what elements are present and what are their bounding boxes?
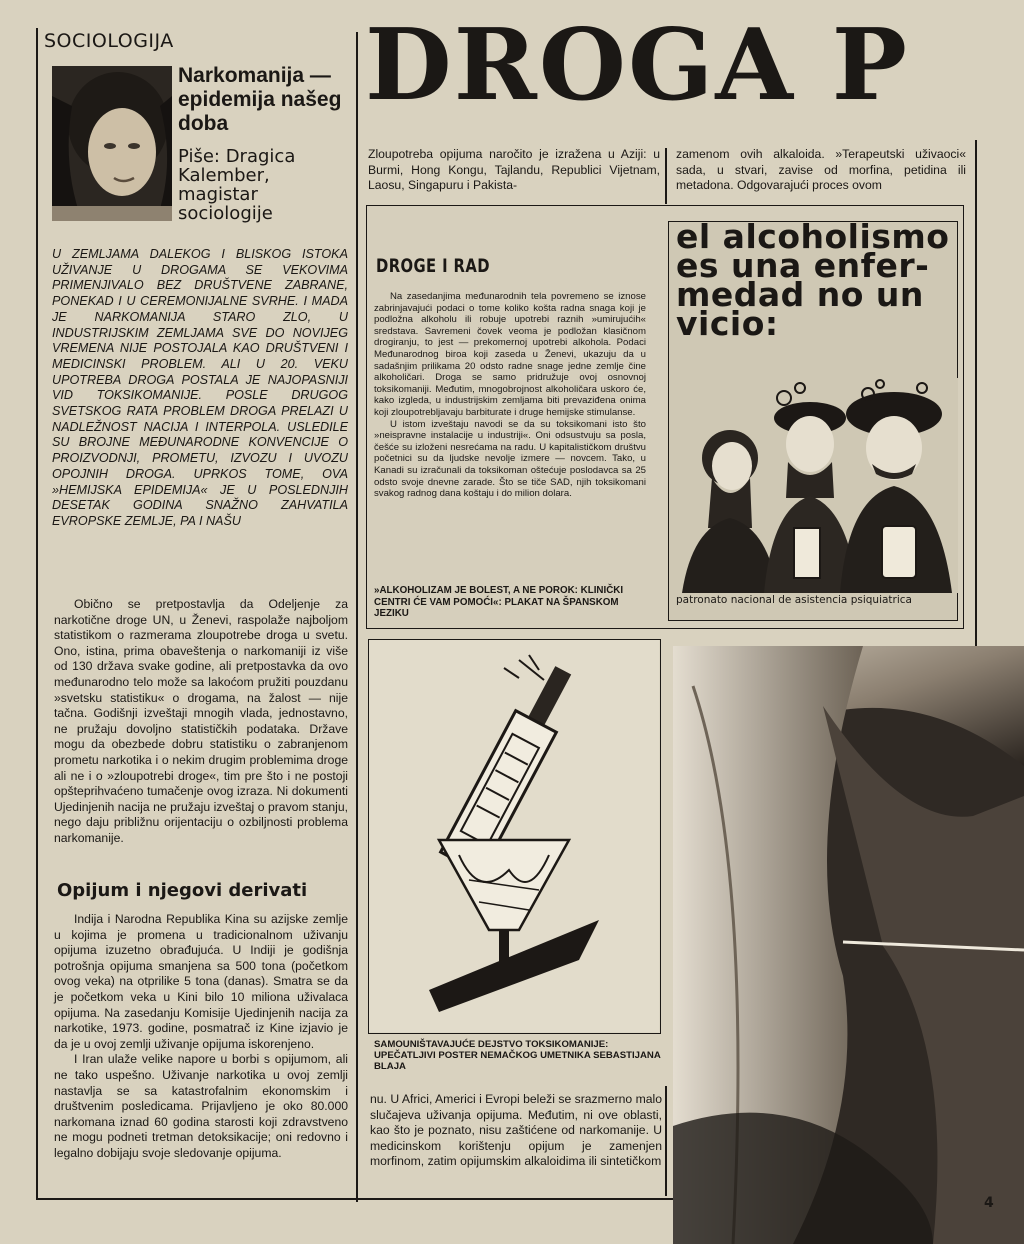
byline-author: Piše: Dragica Kalember, magistar sociologije bbox=[178, 146, 296, 224]
body-paragraph: nu. U Africi, Americi i Evropi beleži se srazmerno malo slučajeva uživanja opijuma. Međutim, ni ove oblasti, kao što je poznato, nisu zaštićene od narkomanije. U medicinskom korištenju opijum je zamenjen morfinom, zatim opijumskim alkaloidima ili sintetičkom bbox=[370, 1092, 662, 1169]
body-paragraph: zamenom ovih alkaloida. »Terapeutski uživaoci« sada, u stvari, zavise od morfina, petidina ili metadona. Odgovarajući proces ovom bbox=[676, 147, 966, 193]
section-rule-left bbox=[36, 28, 38, 1198]
drinkers-illustration-icon bbox=[672, 378, 958, 593]
portrait-photo-icon bbox=[52, 66, 172, 221]
poster-title: el alcoholismo es una enfer- medad no un vicio: bbox=[676, 217, 950, 343]
byline-title: Narkomanija — epidemija našeg doba bbox=[178, 64, 342, 135]
syringe-bottle-artwork-icon bbox=[369, 640, 659, 1032]
lead-paragraph: U ZEMLJAMA DALEKOG I BLISKOG ISTOKA UŽIVANJE U DROGAMA SE VEKOVIMA PRIMENJIVALO BEZ DRUŠTVENE ZABRANE, PONEKAD I U CEREMONIJALNE SVRHE. I MADA JE NARKOMANIJA STARO ZLO, U INDUSTRIJSKIM ZEMLJAMA SVE DO NOVIJEG VREMENA NIJE POSTOJALA KAO DRUŠTVENI I MEDICINSKI PROBLEM. ALI U 20. VEKU UPOTREBA DROGA POSTALA JE NAJOPASNIJI VID TOKSIKOMANIJE. POSLE DRUGOG SVETSKOG RATA PROBLEM DROGA PRELAZI U NADLEŽNOST NACIJA I INTERPOLA. USLEDILE SU BROJNE MEĐUNARODNE KONVENCIJE O PROIZVODNJI, PROMETU, IZVOZU I UVOZU OPOJNIH DROGA. UPRKOS TOME, OVA »HEMIJSKA EPIDEMIJA« JE U POSLEDNJIH DESETAK GODINA SNAŽNO ZAHVATILA EVROPSKE ZEMLJE, PA I NAŠU bbox=[52, 247, 348, 528]
body-paragraph: Indija i Narodna Republika Kina su azijske zemlje u kojima je promena u tradicionalnom uživanju opijuma izuzetno obrađujuća. U Indiji je godišnja potrošnja opijuma smanjena sa 500 tona (početkom ovog veka) na otprilike 5 tona (danas). Smatra se da je početkom veka u Kini bilo 10 miliona uživalaca opijuma. Na zasedanju Komisije Ujedinjenih nacija za narkotike, 1973. godine, posmatrač iz Kine izjavio je da je u ovoj zemlji uživanje opijuma iskorenjeno. bbox=[54, 912, 348, 1051]
hand-injection-photo bbox=[673, 646, 1024, 1244]
art-caption: SAMOUNIŠTAVAJUĆE DEJSTVO TOKSIKOMANIJE: UPEČATLJIVI POSTER NEMAČKOG UMETNIKA SEBASTIJANA BLAJA bbox=[374, 1039, 661, 1072]
poster-caption: »ALKOHOLIZAM JE BOLEST, A NE POROK: KLINIČKI CENTRI ĆE VAM POMOĆI«: PLAKAT NA ŠPANSKOM JEZIKU bbox=[374, 585, 624, 619]
sidebar-paragraph: U istom izveštaju navodi se da su toksikomani isto što »neispravne instalacije u industriji«. Oni odsustvuju sa posla, češće su izloženi nesrećama na radu. U kapitalističkom društvu početnici su da ljudske nevolje izmere — novcem. Tako, u Kanadi su izračunali da toksikoman oštećuje poslodavca sa 25 odsto svoje dnevne zarade. Što se tiče SAD, njih toksikomani svakog radnog dana koštaju i do milion dolara. bbox=[374, 418, 646, 500]
subheading: Opijum i njegovi derivati bbox=[57, 880, 308, 901]
poster-footer: patronato nacional de asistencia psiquiatrica bbox=[676, 594, 912, 606]
body-paragraph: Zloupotreba opijuma naročito je izražena u Aziji: u Burmi, Hong Kongu, Tajlandu, Republici Vijetnam, Laosu, Singapuru i Pakista- bbox=[368, 147, 660, 193]
headline: DROGA P bbox=[365, 8, 910, 123]
body-paragraph: I Iran ulaže velike napore u borbi s opijumom, ali ne tako uspešno. Uživanje narkotika u ovoj zemlji nastavlja se sa katastrofalnim ekonomskim i društvenim posledicama. Prijavljeno je oko 80.000 narkomana iznad 60 godina starosti koji zdravstveno ne mogu podneti tretman detoksikacije; oni redovno i legalno dobijaju svoje sledovanje opijuma. bbox=[54, 1052, 348, 1160]
sidebar-paragraph: Na zasedanjima međunarodnih tela povremeno se iznose zabrinjavajući podaci o tome koliko košta radna snaga koji je podložna alkoholu ili robuje upotrebi raznih »umirujućih« sredstava. Savremeni čovek veoma je podložan klasičnom drogiranju, to jest — prekomernoj upotrebi alkohola. Podaci Međunarodnog biroa koji zaseda u Ženevi, ukazuju da u sadašnjim prilikama 20 odsto radne snage jedne zemlje čine alkoholičari. Droga se samo pridružuje ovoj osnovnoj toksikomaniji. Međutim, mnogobrojnost alkoholičara uskoro će, kako izgleda, u industrijskim zemljama biti prevaziđena onima koji zloupotrebljavaju barbiturate i druge hemijske stimulanse. bbox=[374, 291, 646, 418]
page-number: 4 bbox=[984, 1195, 994, 1211]
art-poster-frame bbox=[368, 639, 661, 1034]
column-rule-3 bbox=[665, 1086, 667, 1196]
column-rule-1 bbox=[356, 32, 358, 1202]
body-paragraph: Obično se pretpostavlja da Odeljenje za narkotične droge UN, u Ženevi, raspolaže najboljom statistikom o razmerama zloupotrebe droga u svetu. Ono, istina, prima obaveštenja o narkomaniji iz više od 130 država svake godine, ali pretpostavka da ovo međunarodno telo može sa lakoćom pružiti pouzdanu »svetsku statistiku« o drogama, na žalost — nije tačna. Godišnji izveštaji mnogih vlada, jednostavno, ne pružaju dovoljno statističkih podataka. Države mogu da obezbede dobru statistiku o zabranjenom prometu narkotika i o nekim drugim problemima droge ali ne i o »zloupotrebi droge«, tim pre što i ne postoji opšteprihvaćeno tumačenje ovog izraza. Ni dokumenti Ujedinjenih nacija ne pružaju izveštaj o pravom stanju, nego daju približnu orijentaciju o ozbiljnosti problema narkomanije. bbox=[54, 597, 348, 845]
section-label: SOCIOLOGIJA bbox=[44, 30, 174, 52]
sidebar-text bbox=[374, 291, 646, 500]
column-rule-2 bbox=[665, 148, 667, 204]
sidebar-title: DROGE I RAD bbox=[376, 255, 490, 277]
body-section bbox=[54, 912, 348, 1162]
author-portrait bbox=[52, 66, 172, 221]
hand-injection-photo-icon bbox=[673, 646, 1024, 1244]
